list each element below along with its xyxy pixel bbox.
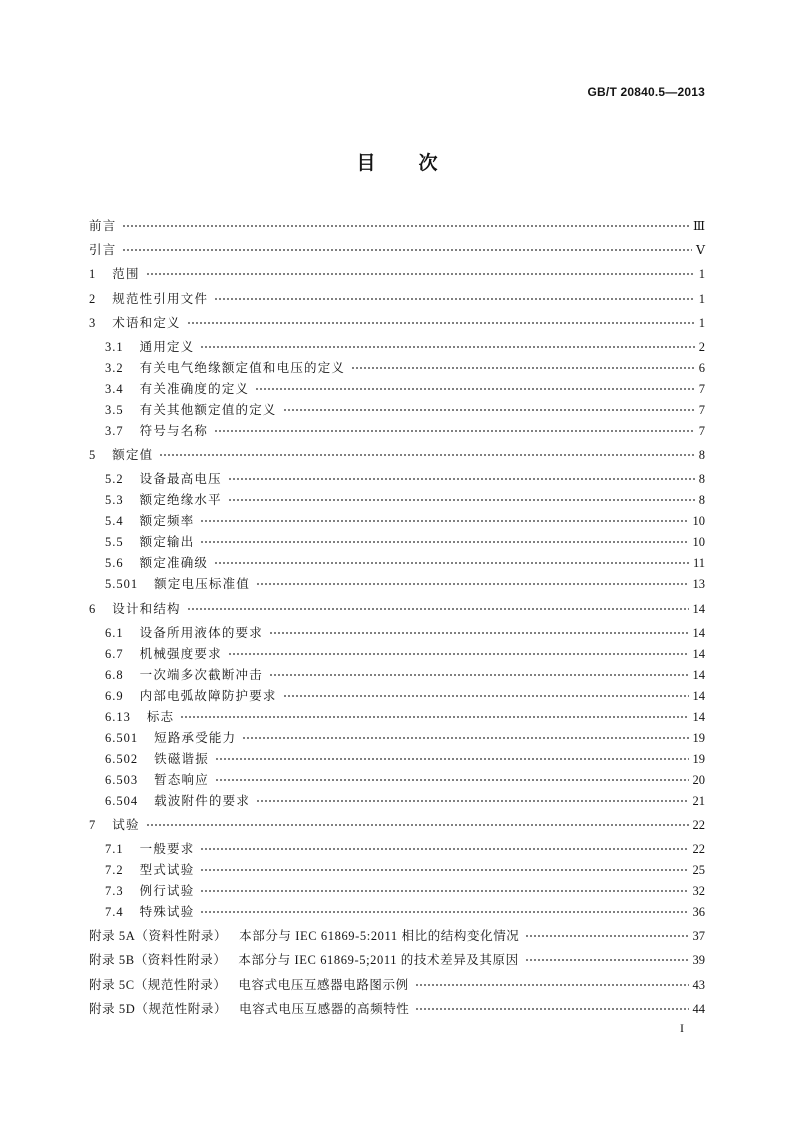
toc-entry-title: 暂态响应 xyxy=(154,772,209,787)
toc-leader-dots xyxy=(228,653,689,655)
toc-entry-number: 7.4 xyxy=(105,905,124,920)
toc-entry-page: 6 xyxy=(698,360,705,375)
toc-leader-dots xyxy=(146,824,689,826)
toc-leader-dots xyxy=(214,298,695,300)
toc-leader-dots xyxy=(180,716,688,718)
toc-subentry xyxy=(89,514,705,528)
toc-entry-page: 7 xyxy=(698,402,705,417)
toc-entry-number: 6.501 xyxy=(105,730,139,745)
toc-entry-page: 39 xyxy=(692,953,705,968)
toc-leader-dots xyxy=(269,632,689,634)
toc-leader-dots xyxy=(228,499,695,501)
toc-entry-number: 3.4 xyxy=(105,381,124,396)
toc-leader-dots xyxy=(525,935,688,937)
toc-entry-title: 通用定义 xyxy=(139,339,195,354)
toc-entry-page: 8 xyxy=(698,448,705,463)
toc-entry-number: 5 xyxy=(89,448,97,463)
toc-leader-dots xyxy=(200,541,688,543)
toc-subentry xyxy=(89,794,705,808)
toc-entry-number: 5.2 xyxy=(105,472,124,487)
toc-leader-dots xyxy=(242,737,688,739)
toc-entry xyxy=(89,267,705,281)
toc-entry-page: 32 xyxy=(692,884,705,899)
toc-appendix-entry xyxy=(89,1002,705,1016)
toc-leader-dots xyxy=(214,562,689,564)
standard-number-header: GB/T 20840.5—2013 xyxy=(587,85,705,99)
toc-entry-title: 规范性引用文件 xyxy=(112,291,209,306)
toc-entry-title: 特殊试验 xyxy=(139,905,195,920)
toc-entry-number: 3.7 xyxy=(105,423,124,438)
toc-entry-number: 6.13 xyxy=(105,709,131,724)
toc-entry xyxy=(89,219,705,233)
toc-leader-dots xyxy=(215,758,689,760)
toc-entry-page: 22 xyxy=(692,817,705,832)
toc-leader-dots xyxy=(256,583,688,585)
toc-leader-dots xyxy=(146,273,695,275)
toc-leader-dots xyxy=(525,959,689,961)
toc-entry-page: 19 xyxy=(692,730,705,745)
toc-leader-dots xyxy=(228,478,695,480)
toc-subentry xyxy=(89,905,705,919)
toc-appendix-entry xyxy=(89,929,705,943)
toc-leader-dots xyxy=(283,409,695,411)
toc-leader-dots xyxy=(415,1008,688,1010)
toc-entry-number: 6.504 xyxy=(105,793,139,808)
toc-leader-dots xyxy=(187,322,695,324)
toc-subentry xyxy=(89,403,705,417)
toc-entry-number: 附录 5C（规范性附录） xyxy=(89,977,227,992)
toc-entry-page: 11 xyxy=(692,556,705,571)
toc-entry-page: 21 xyxy=(692,793,705,808)
page-title: 目 次 xyxy=(356,152,450,174)
toc-subentry xyxy=(89,493,705,507)
toc-entry-title: 一般要求 xyxy=(139,842,195,857)
toc-entry xyxy=(89,448,705,462)
toc-entry-title: 有关电气绝缘额定值和电压的定义 xyxy=(139,360,346,375)
toc-entry-page: 25 xyxy=(692,863,705,878)
toc-leader-dots xyxy=(255,388,695,390)
toc-entry-page: 13 xyxy=(692,577,705,592)
toc-entry-number: 附录 5B（资料性附录） xyxy=(89,953,227,968)
toc-entry-page: 19 xyxy=(692,751,705,766)
toc-entry xyxy=(89,602,705,616)
toc-entry-title: 设备所用液体的要求 xyxy=(139,625,263,640)
toc-entry-title: 额定准确级 xyxy=(139,556,209,571)
toc-entry-title: 铁磁谐振 xyxy=(154,751,209,766)
toc-subentry xyxy=(89,884,705,898)
toc-entry-title: 额定值 xyxy=(112,448,154,463)
toc-entry-page: 1 xyxy=(698,267,705,282)
toc-entry-page: 14 xyxy=(692,688,705,703)
toc-subentry xyxy=(89,863,705,877)
toc-entry-title: 机械强度要求 xyxy=(139,646,222,661)
toc-entry-title: 额定绝缘水平 xyxy=(139,493,222,508)
toc-entry-title: 例行试验 xyxy=(139,884,195,899)
toc-entry-number: 6.8 xyxy=(105,667,124,682)
toc-entry-title: 短路承受能力 xyxy=(154,730,237,745)
toc-entry-number: 5.6 xyxy=(105,556,124,571)
toc-entry-title: 范围 xyxy=(112,267,140,282)
toc-entry-number: 3 xyxy=(89,315,97,330)
toc-leader-dots xyxy=(200,346,694,348)
toc-subentry xyxy=(89,361,705,375)
toc-entry-page: 14 xyxy=(692,667,705,682)
toc-entry-number: 附录 5D（规范性附录） xyxy=(89,1001,228,1016)
toc-subentry xyxy=(89,556,705,570)
toc-leader-dots xyxy=(283,695,689,697)
toc-entry-title: 一次端多次截断冲击 xyxy=(139,667,263,682)
toc-subentry xyxy=(89,340,705,354)
toc-subentry xyxy=(89,382,705,396)
toc-entry-title: 试验 xyxy=(112,817,140,832)
toc-entry-title: 前言 xyxy=(89,219,117,233)
toc-leader-dots xyxy=(122,225,689,227)
footer-page-number: I xyxy=(680,1021,684,1035)
toc-leader-dots xyxy=(200,869,688,871)
toc-entry-number: 6.503 xyxy=(105,772,139,787)
toc-entry-page: 2 xyxy=(698,339,705,354)
toc-entry-page: 14 xyxy=(692,601,705,616)
toc-entry-number: 5.4 xyxy=(105,514,124,529)
toc-leader-dots xyxy=(351,367,695,369)
toc-entry-page: Ⅴ xyxy=(695,243,705,258)
toc-subentry xyxy=(89,731,705,745)
toc-leader-dots xyxy=(122,249,692,251)
toc-entry-number: 1 xyxy=(89,267,97,282)
toc-entry-title: 有关准确度的定义 xyxy=(139,381,250,396)
toc-subentry xyxy=(89,668,705,682)
toc-subentry xyxy=(89,535,705,549)
toc-entry-title: 内部电弧故障防护要求 xyxy=(139,688,277,703)
toc-entry-title: 引言 xyxy=(89,243,117,258)
toc-entry-title: 设备最高电压 xyxy=(139,472,222,487)
toc-entry-title: 设计和结构 xyxy=(112,601,181,616)
toc-leader-dots xyxy=(200,890,688,892)
toc-entry-number: 5.3 xyxy=(105,493,124,508)
toc-leader-dots xyxy=(269,674,689,676)
toc-entry-title: 符号与名称 xyxy=(139,423,209,438)
toc-entry-number: 5.501 xyxy=(105,577,139,592)
toc-entry-page: 8 xyxy=(698,472,705,487)
toc-entry-number: 6.502 xyxy=(105,751,139,766)
toc-entry-number: 7.1 xyxy=(105,842,124,857)
toc-entry-page: 7 xyxy=(698,423,705,438)
toc-entry-number: 3.5 xyxy=(105,402,124,417)
toc-entry-title: 电容式电压互感器电路图示例 xyxy=(238,977,409,992)
toc-leader-dots xyxy=(200,848,688,850)
toc-leader-dots xyxy=(159,454,694,456)
toc-entry-page: 1 xyxy=(698,315,705,330)
toc-entry-number: 2 xyxy=(89,291,97,306)
toc-entry-page: 20 xyxy=(692,772,705,787)
toc-entry-title: 电容式电压互感器的高频特性 xyxy=(239,1001,410,1016)
toc-leader-dots xyxy=(256,800,688,802)
toc-leader-dots xyxy=(187,608,689,610)
toc-entry-page: Ⅲ xyxy=(692,219,705,233)
toc-entry-title: 额定电压标准值 xyxy=(154,577,251,592)
toc-subentry xyxy=(89,424,705,438)
toc-entry-number: 6.1 xyxy=(105,625,124,640)
toc-entry-page: 8 xyxy=(698,493,705,508)
toc-subentry xyxy=(89,710,705,724)
toc-entry-title: 额定频率 xyxy=(139,514,195,529)
toc-entry-number: 3.1 xyxy=(105,339,124,354)
toc-entry xyxy=(89,316,705,330)
toc-entry-number: 7.3 xyxy=(105,884,124,899)
toc-subentry xyxy=(89,472,705,486)
table-of-contents xyxy=(89,219,705,1016)
toc-subentry xyxy=(89,689,705,703)
toc-entry-number: 5.5 xyxy=(105,535,124,550)
toc-appendix-entry xyxy=(89,978,705,992)
toc-entry-number: 6.7 xyxy=(105,646,124,661)
toc-entry-title: 本部分与 IEC 61869-5;2011 的技术差异及其原因 xyxy=(238,953,519,968)
toc-entry-title: 标志 xyxy=(146,709,175,724)
toc-entry-page: 22 xyxy=(692,842,705,857)
toc-entry-page: 36 xyxy=(692,905,705,920)
toc-entry xyxy=(89,292,705,306)
toc-entry-page: 10 xyxy=(692,535,705,550)
toc-entry-number: 7 xyxy=(89,817,97,832)
toc-leader-dots xyxy=(415,984,689,986)
toc-subentry xyxy=(89,842,705,856)
toc-entry-page: 14 xyxy=(692,646,705,661)
toc-appendix-entry xyxy=(89,953,705,967)
toc-leader-dots xyxy=(200,911,688,913)
toc-entry-page: 43 xyxy=(692,977,705,992)
toc-entry xyxy=(89,243,705,257)
toc-entry-number: 附录 5A（资料性附录） xyxy=(89,929,228,944)
toc-entry-title: 本部分与 IEC 61869-5:2011 相比的结构变化情况 xyxy=(239,929,520,944)
toc-leader-dots xyxy=(214,430,695,432)
toc-entry-title: 有关其他额定值的定义 xyxy=(139,402,277,417)
toc-entry-title: 术语和定义 xyxy=(112,315,181,330)
toc-entry-page: 10 xyxy=(692,514,705,529)
toc-entry-page: 7 xyxy=(698,381,705,396)
toc-entry-page: 14 xyxy=(692,709,705,724)
toc-entry-page: 14 xyxy=(692,625,705,640)
toc-entry-number: 6.9 xyxy=(105,688,124,703)
toc-subentry xyxy=(89,773,705,787)
toc-entry-number: 7.2 xyxy=(105,863,124,878)
toc-subentry xyxy=(89,647,705,661)
toc-leader-dots xyxy=(215,779,689,781)
toc-leader-dots xyxy=(200,520,688,522)
toc-entry-page: 1 xyxy=(698,291,705,306)
toc-entry-title: 型式试验 xyxy=(139,863,195,878)
toc-entry-title: 载波附件的要求 xyxy=(154,793,251,808)
toc-subentry xyxy=(89,626,705,640)
toc-subentry xyxy=(89,752,705,766)
toc-entry-page: 37 xyxy=(692,929,705,944)
toc-entry-title: 额定输出 xyxy=(139,535,195,550)
toc-entry-number: 6 xyxy=(89,601,97,616)
toc-entry-number: 3.2 xyxy=(105,360,124,375)
toc-entry-page: 44 xyxy=(692,1001,705,1016)
toc-entry xyxy=(89,818,705,832)
toc-subentry xyxy=(89,577,705,591)
